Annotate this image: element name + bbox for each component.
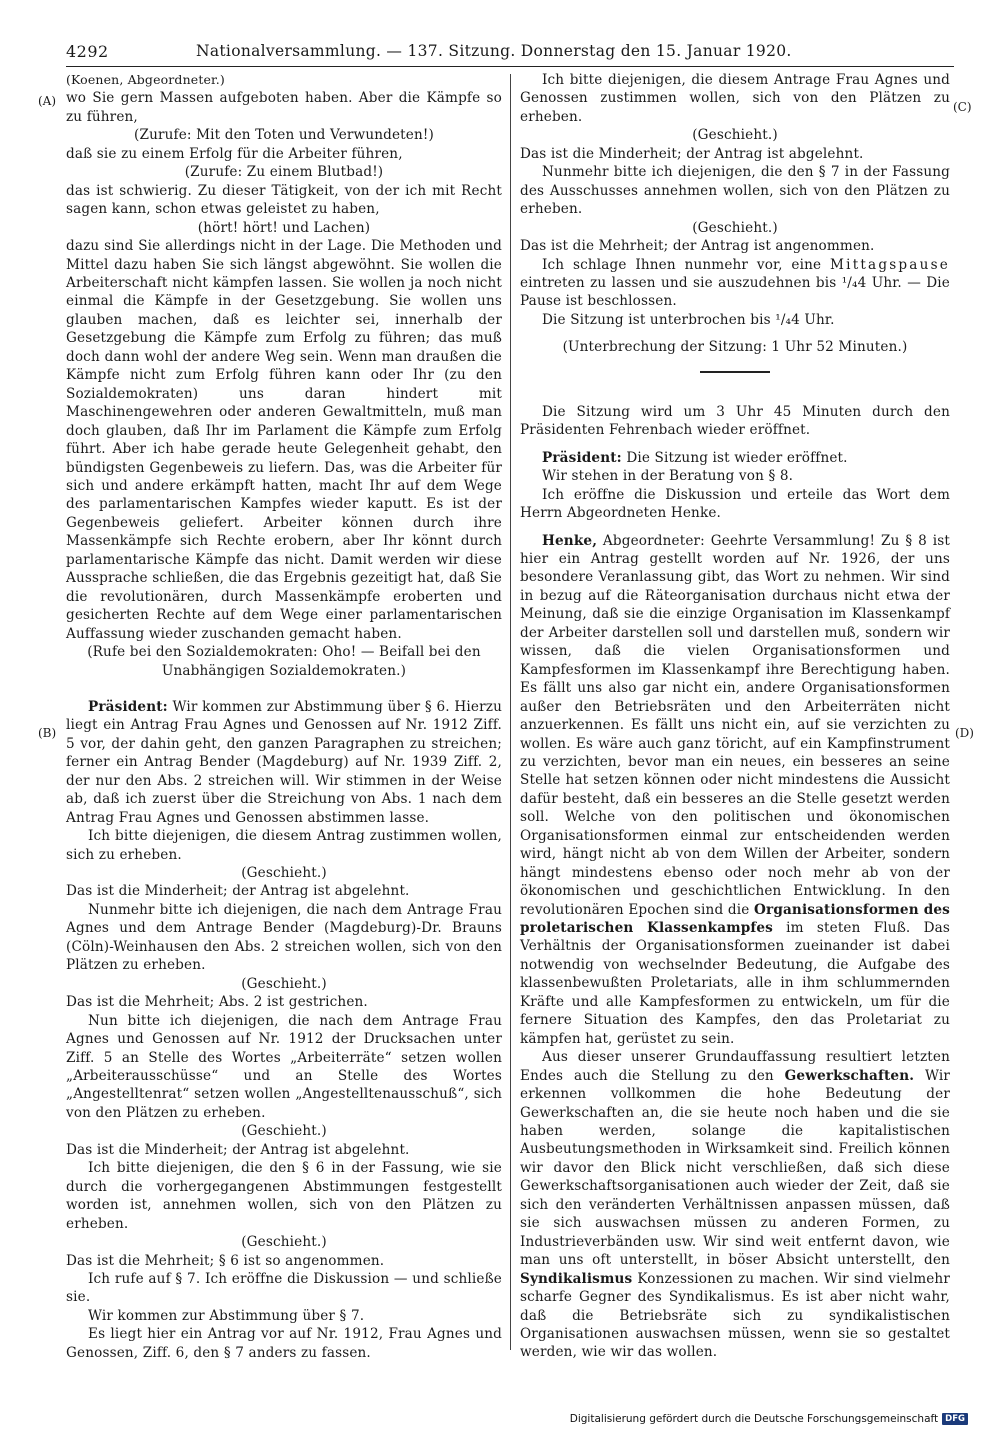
paragraph: das ist schwierig. Zu dieser Tätigkeit, von der ich mit Recht sagen kann, schon etwas geleistet zu haben, <box>66 182 502 218</box>
margin-mark-d: (D) <box>955 726 974 740</box>
paragraph: Wir kommen zur Abstimmung über § 7. <box>88 1307 365 1324</box>
interjection: (Zurufe: Mit den Toten und Verwundeten!) <box>134 127 434 144</box>
paragraph: Die Sitzung wird um 3 Uhr 45 Minuten durch den Präsidenten Fehrenbach wieder eröffnet. <box>520 403 950 439</box>
interjection: (Geschieht.) <box>241 975 327 992</box>
interjection: (Unterbrechung der Sitzung: 1 Uhr 52 Minuten.) <box>562 339 908 356</box>
emphasis-bold: Organisationsformen des proletarischen Klassenkampfes <box>520 901 950 937</box>
interjection: (Geschieht.) <box>241 865 327 882</box>
digitization-credit <box>570 1413 968 1425</box>
page-number: 4292 <box>66 42 109 61</box>
interjection: (Zurufe: Zu einem Blutbad!) <box>184 164 384 181</box>
paragraph: Ich bitte diejenigen, die diesem Antrage Frau Agnes und Genossen zustimmen wollen, sich von den Plätzen zu erheben. <box>520 72 950 125</box>
emphasis-bold: Syndikalismus <box>520 1270 633 1287</box>
paragraph: Das ist die Mehrheit; der Antrag ist angenommen. <box>520 238 875 255</box>
paragraph: Ich rufe auf § 7. Ich eröffne die Diskussion — und schließe sie. <box>66 1271 502 1306</box>
paragraph: Ich bitte diejenigen, die diesem Antrag zustimmen wollen, sich zu erheben. <box>66 828 502 863</box>
left-column <box>66 71 502 1362</box>
paragraph: daß sie zu einem Erfolg für die Arbeiter führen, <box>66 145 403 162</box>
speaker-name: Henke, <box>542 532 598 549</box>
paragraph: Ich schlage Ihnen nunmehr vor, eine Mittagspause eintreten zu lassen und sie auszudehnen bis ¹/₄4 Uhr. — Die Pause ist beschlossen. <box>520 256 950 310</box>
right-column <box>520 71 950 1362</box>
paragraph: Präsident: Wir kommen zur Abstimmung über § 6. Hierzu liegt ein Antrag Frau Agnes und Genossen auf Nr. 1912 Ziff. 5 vor, der dahin geht, den ganzen Paragraphen zu streichen; ferner ein Antrag Bender (Magdeburg) auf Nr. 1939 Ziff. 2, der nur den Abs. 2 streichen will. Wir stimmen in der Weise ab, daß ich zuerst über die Streichung von Abs. 1 nach dem Antrag Frau Agnes und Genossen abstimmen lasse. <box>66 698 502 826</box>
paragraph: Das ist die Minderheit; der Antrag ist abgelehnt. <box>66 1141 410 1158</box>
paragraph: Aus dieser unserer Grundauffassung resultiert letzten Endes auch die Stellung zu den Gewerkschaften. Wir erkennen vollkommen die hohe Bedeutung der Gewerkschaften an, die sie heute noch haben und die sie haben werden, solange die kapitalistischen Ausbeutungsmethoden in Wirksamkeit sind. Freilich können wir davor den Blick nicht verschließen, daß sich diese Gewerkschaftsorganisationen auch wieder der Zeit, daß sie sich den veränderten Verhältnissen anpassen müssen, daß sie sich auswachsen müssen zu anderen Formen, zu Industrieverbänden usw. Wir sind weit entfernt davon, wie man uns oft unterstellt, in böser Absicht unterstellt, den Syndikalismus Konzessionen zu machen. Wir sind vielmehr scharfe Gegner des Syndikalismus. Es ist aber nicht wahr, daß die Betriebsräte sich zu syndikalistischen Organisationen auswachsen müssen, wenn sie so gestaltet werden, wie wir das wollen. <box>520 1049 950 1361</box>
paragraph: Präsident: Die Sitzung ist wieder eröffnet. <box>542 449 848 466</box>
paragraph: Das ist die Mehrheit; § 6 ist so angenommen. <box>66 1252 385 1269</box>
paragraph: Das ist die Minderheit; der Antrag ist abgelehnt. <box>520 145 864 162</box>
paragraph: Das ist die Mehrheit; Abs. 2 ist gestrichen. <box>66 994 368 1011</box>
speaker-continuation: (Koenen, Abgeordneter.) <box>66 72 225 87</box>
paragraph: Ich eröffne die Diskussion und erteile das Wort dem Herrn Abgeordneten Henke. <box>520 486 950 522</box>
interjection: (Rufe bei den Sozialdemokraten: Oho! — Beifall bei den Unabhängigen Sozialdemokraten.) <box>87 644 481 679</box>
paragraph: Es liegt hier ein Antrag vor auf Nr. 1912, Frau Agnes und Genossen, Ziff. 6, den § 7 anders zu fassen. <box>66 1326 502 1361</box>
speaker-name: Präsident: <box>542 449 622 466</box>
margin-mark-a: (A) <box>38 94 57 108</box>
speaker-name: Präsident: <box>88 698 168 715</box>
interjection: (hört! hört! und Lachen) <box>197 219 371 236</box>
section-rule <box>700 371 770 373</box>
paragraph: Nunmehr bitte ich diejenigen, die den § 7 in der Fassung des Ausschusses annehmen wollen, sich von den Plätzen zu erheben. <box>520 164 950 218</box>
running-title: Nationalversammlung. — 137. Sitzung. Donnerstag den 15. Januar 1920. <box>196 42 792 60</box>
emphasis-bold: Gewerkschaften. <box>784 1067 915 1084</box>
paragraph: Ich bitte diejenigen, die den § 6 in der Fassung, wie sie durch die vorhergegangenen Abstimmungen festgestellt worden ist, annehmen wollen, sich von den Plätzen zu erheben. <box>66 1160 502 1232</box>
paragraph: Nun bitte ich diejenigen, die nach dem Antrage Frau Agnes und Genossen auf Nr. 1912 der Drucksachen unter Ziff. 5 an Stelle des Wortes „Arbeiterräte“ setzen wollen „Arbeiterausschüsse“ und an Stelle des Wortes „Angestelltenrat“ setzen wollen „Angestelltenausschuß“, sich von den Plätzen zu erheben. <box>66 1012 502 1121</box>
paragraph: Nunmehr bitte ich diejenigen, die nach dem Antrage Frau Agnes und dem Antrage Bender (Magdeburg)-Dr. Brauns (Cöln)-Weinhausen den Abs. 2 streichen wollen, sich von den Plätzen zu erheben. <box>66 901 502 974</box>
emphasis-spaced: Mittagspause <box>830 256 950 273</box>
interjection: (Geschieht.) <box>692 127 778 144</box>
margin-mark-c: (C) <box>953 100 972 114</box>
credit-text: Digitalisierung gefördert durch die Deutsche Forschungsgemeinschaft <box>569 1413 939 1425</box>
header-rule <box>66 66 954 67</box>
interjection: (Geschieht.) <box>241 1234 327 1251</box>
column-divider <box>510 74 511 1350</box>
paragraph: Das ist die Minderheit; der Antrag ist abgelehnt. <box>66 883 410 900</box>
interjection: (Geschieht.) <box>241 1123 327 1140</box>
page-header <box>66 40 954 66</box>
margin-mark-b: (B) <box>38 726 57 740</box>
paragraph: dazu sind Sie allerdings nicht in der Lage. Die Methoden und Mittel dazu haben Sie sich längst abgewöhnt. Sie wollen die Arbeiterschaft nicht kämpfen lassen. Sie wollen ja noch nicht einmal die Kämpfe in der Gesetzgebung. Sie wollen uns glauben machen, daß es leichter sei, innerhalb der Gesetzgebung die Kämpfe zum Erfolg zu führen; das muß doch dann wohl der andere Weg sein. Wenn man draußen die Kämpfe nicht zum Erfolg führen kann oder Ihr (zu den Sozialdemokraten) uns daran hindert mit Maschinengewehren oder anderen Gewaltmitteln, muß man doch glauben, daß Ihr im Parlament die Kämpfe zum Erfolg führt. Aber ich habe gerade heute Gelegenheit gehabt, den bündigsten Gegenbeweis zu liefern. Das, was die Arbeiter für sich und andere erkämpft hatten, macht Ihr auf dem Wege des parlamentarischen Kampfes wieder kaputt. Es ist der Gegenbeweis geliefert. Arbeiter können durch ihre Massenkämpfe sich Rechte erobern, aber Ihr könnt durch parlamentarische Kämpfe das nicht. Damit werden wir diese Aussprache schließen, die das Ergebnis gezeitigt hat, daß Sie die revolutionären, durch Massenkämpfe eroberten und gesicherten Rechte auf dem Wege einer parlamentarischen Auffassung wieder zuschanden gemacht haben. <box>66 238 502 642</box>
dfg-logo: DFG <box>942 1413 968 1425</box>
paragraph: wo Sie gern Massen aufgeboten haben. Aber die Kämpfe so zu führen, <box>66 90 502 125</box>
interjection: (Geschieht.) <box>692 219 778 236</box>
paragraph: Henke, Abgeordneter: Geehrte Versammlung! Zu § 8 ist hier ein Antrag gestellt worden auf Nr. 1926, der uns besondere Veranlassung gibt, das Wort zu nehmen. Wir sind in bezug auf die Räteorganisation durchaus nicht etwa der Meinung, daß sie die einzige Organisation im Klassenkampf der Arbeiter darstellen soll und darstellen muß, sondern wir wissen, daß die vielen Organisationsformen und Kampfesformen im Klassenkampf ihre Berechtigung haben. Es fällt uns also gar nicht ein, andere Organisationsformen außer den Betriebsräten und den Arbeiterräten nicht anzuerkennen. Es fällt uns nicht ein, auf sie verzichten zu wollen. Es wäre auch ganz töricht, auf ein Kampfinstrument zu verzichten, bevor man ein neues, ein besseres an seine Stelle hat setzen können oder nicht mindestens die Aussicht dafür besteht, daß ein besseres an die Stelle gesetzt werden soll. Welche von den politischen und ökonomischen Organisationsformen einmal zur entscheidenden werden wird, hängt nicht ab von dem Willen der Arbeiter, sondern hängt mindestens ebenso oder noch mehr ab von der ökonomischen und geschichtlichen Entwicklung. In den revolutionären Epochen sind die Organisationsformen des proletarischen Klassenkampfes im steten Fluß. Das Verhältnis der Organisationsformen zueinander ist dabei notwendig von wechselnder Bedeutung, die Aufgabe des klassenbewußten Proletariats, alle in ihm schlummernden Kräfte und alle Kampfesformen zu entwickeln, um für die fernere Situation des Kampfes, den das Proletariat zu kämpfen hat, gerüstet zu sein. <box>520 532 950 1047</box>
paragraph: Die Sitzung ist unterbrochen bis ¹/₄4 Uhr. <box>542 311 835 328</box>
paragraph: Wir stehen in der Beratung von § 8. <box>542 468 794 485</box>
